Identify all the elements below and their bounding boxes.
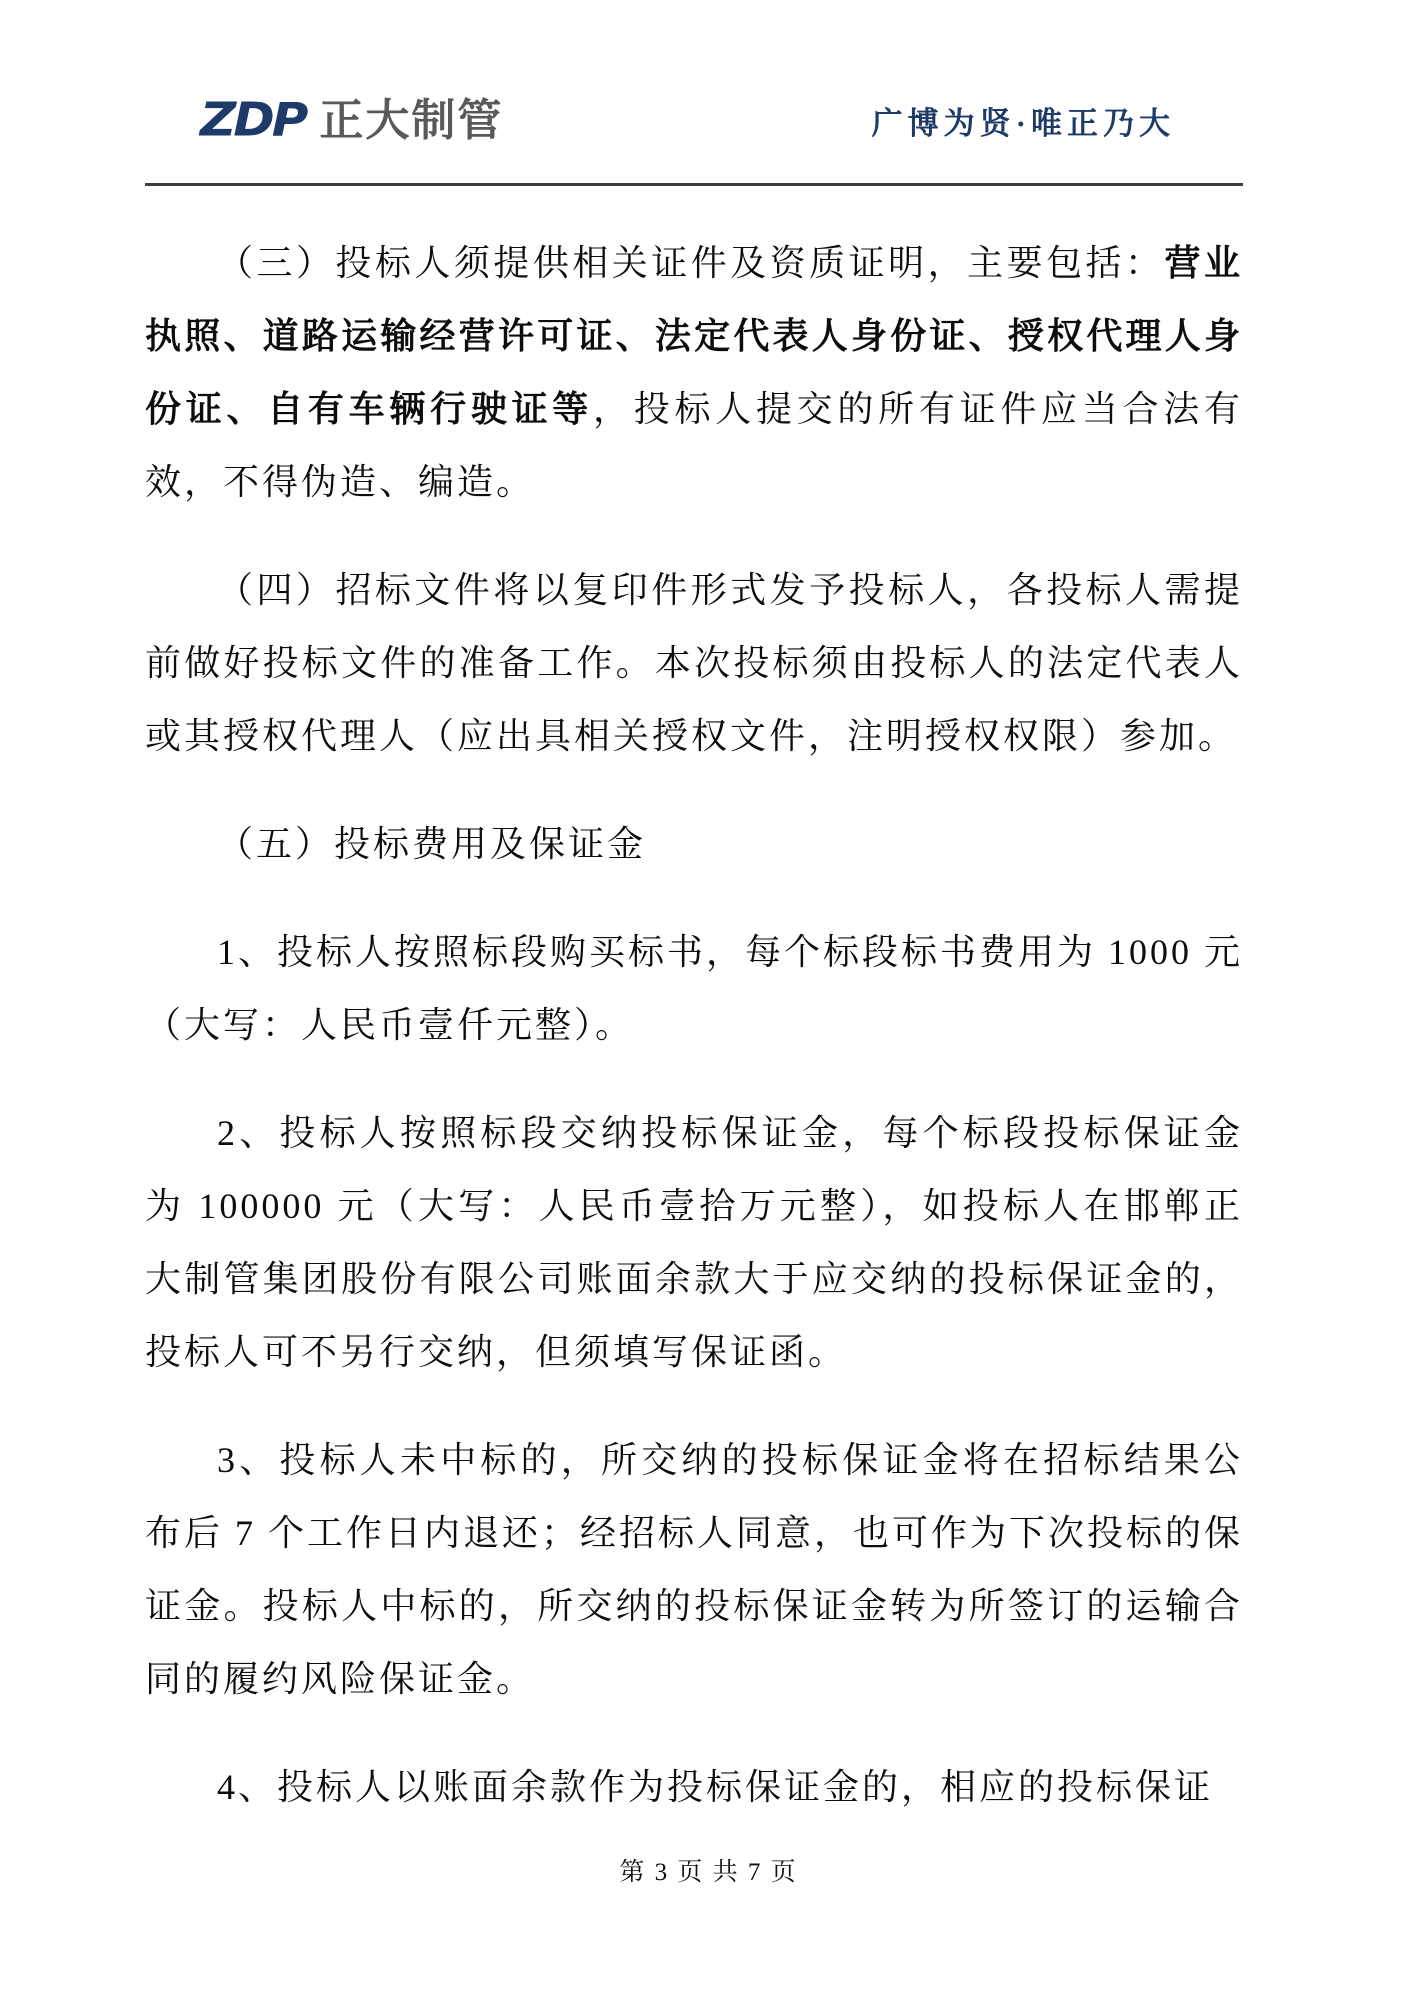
page-number: 第 3 页 共 7 页 xyxy=(619,1859,798,1886)
company-logo xyxy=(200,93,504,147)
paragraph-text: 1、投标人按照标段购买标书，每个标段标书费用为 1000 元（大写：人民币壹仟元整）。 xyxy=(145,932,1244,1045)
paragraph-item-1 xyxy=(145,916,1243,1062)
paragraph-text: 3、投标人未中标的，所交纳的投标保证金将在招标结果公布后 7 个工作日内退还；经招标人同意，也可作为下次投标的保证金。投标人中标的，所交纳的投标保证金转为所签订的运输合同的履约风险保证金。 xyxy=(145,1440,1244,1699)
paragraph-text: （四）招标文件将以复印件形式发予投标人，各投标人需提前做好投标文件的准备工作。本次投标须由投标人的法定代表人或其授权代理人（应出具相关授权文件，注明授权权限）参加。 xyxy=(145,570,1243,756)
paragraph-item-2 xyxy=(145,1097,1243,1389)
document-header xyxy=(200,93,1175,147)
company-tagline: 广博为贤·唯正乃大 xyxy=(871,106,1175,141)
paragraph-text: （三）投标人须提供相关证件及资质证明，主要包括： xyxy=(217,243,1165,283)
paragraph-item-4 xyxy=(145,1751,1243,1824)
paragraph-text: ，投标人提交的所有证件应当合法有效，不得伪造、编造。 xyxy=(145,389,1243,502)
paragraph-item-3 xyxy=(145,1424,1243,1716)
paragraph-text: （五）投标费用及保证金 xyxy=(217,824,647,864)
paragraph-clause-5-heading xyxy=(145,808,1243,881)
document-body xyxy=(145,186,1243,1859)
paragraph-text: 4、投标人以账面余款作为投标保证金的，相应的投标保证 xyxy=(217,1767,1214,1807)
paragraph-text: 2、投标人按照标段交纳投标保证金，每个标段投标保证金为 100000 元（大写：人民币壹拾万元整），如投标人在邯郸正大制管集团股份有限公司账面余款大于应交纳的投标保证金的，投标人可不另行交纳，但须填写保证函。 xyxy=(145,1113,1243,1372)
paragraph-clause-4 xyxy=(145,554,1243,773)
paragraph-clause-3 xyxy=(145,227,1243,519)
logo-company-name: 正大制管 xyxy=(319,94,504,146)
logo-zdp-mark: ZDP xyxy=(200,93,306,147)
page-footer xyxy=(0,1852,1417,1888)
paragraph-text-bold: 营业执照、道路运输经营许可证、法定代表人身份证、授权代理人身份证、自有车辆行驶证等 xyxy=(145,243,1243,429)
